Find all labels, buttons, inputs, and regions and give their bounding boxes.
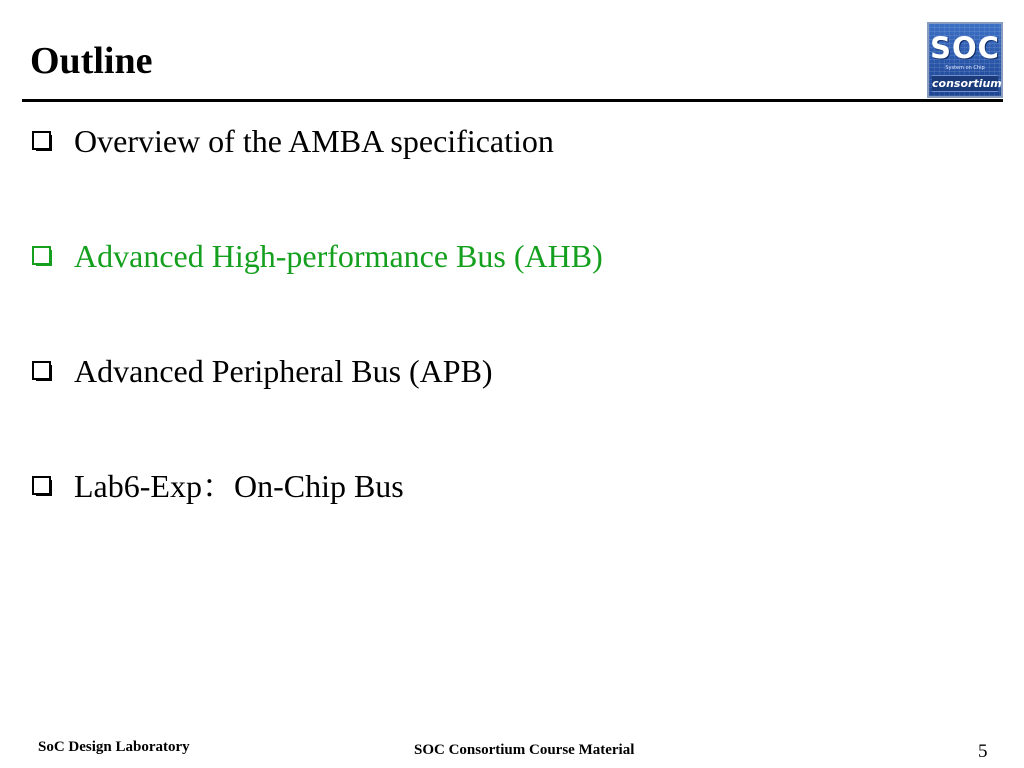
logo-sub-text: System on Chip [945, 65, 985, 71]
hollow-square-bullet-icon [32, 131, 54, 153]
footer-lab-name: SoC Design Laboratory [38, 739, 190, 755]
slide-title: Outline [30, 40, 153, 82]
outline-list [32, 118, 603, 578]
outline-item-label: Advanced High-performance Bus (AHB) [74, 238, 603, 274]
outline-item-lab6 [32, 463, 603, 578]
outline-item-label: Overview of the AMBA specification [74, 123, 554, 159]
outline-item-apb [32, 348, 603, 463]
hollow-square-bullet-icon [32, 476, 54, 498]
logo-bar-text: consortium [932, 77, 1002, 90]
page-number: 5 [978, 741, 988, 762]
title-divider [22, 99, 1003, 102]
outline-item-amba-overview [32, 118, 603, 233]
soc-consortium-logo-icon [927, 22, 1003, 98]
footer-course-material: SOC Consortium Course Material [414, 742, 635, 758]
logo-main-text: SOC [930, 31, 1000, 65]
outline-item-ahb [32, 233, 603, 348]
outline-item-label: Advanced Peripheral Bus (APB) [74, 353, 493, 389]
hollow-square-bullet-icon [32, 246, 54, 268]
hollow-square-bullet-icon [32, 361, 54, 383]
outline-item-label: Lab6-Exp：On-Chip Bus [74, 468, 404, 504]
